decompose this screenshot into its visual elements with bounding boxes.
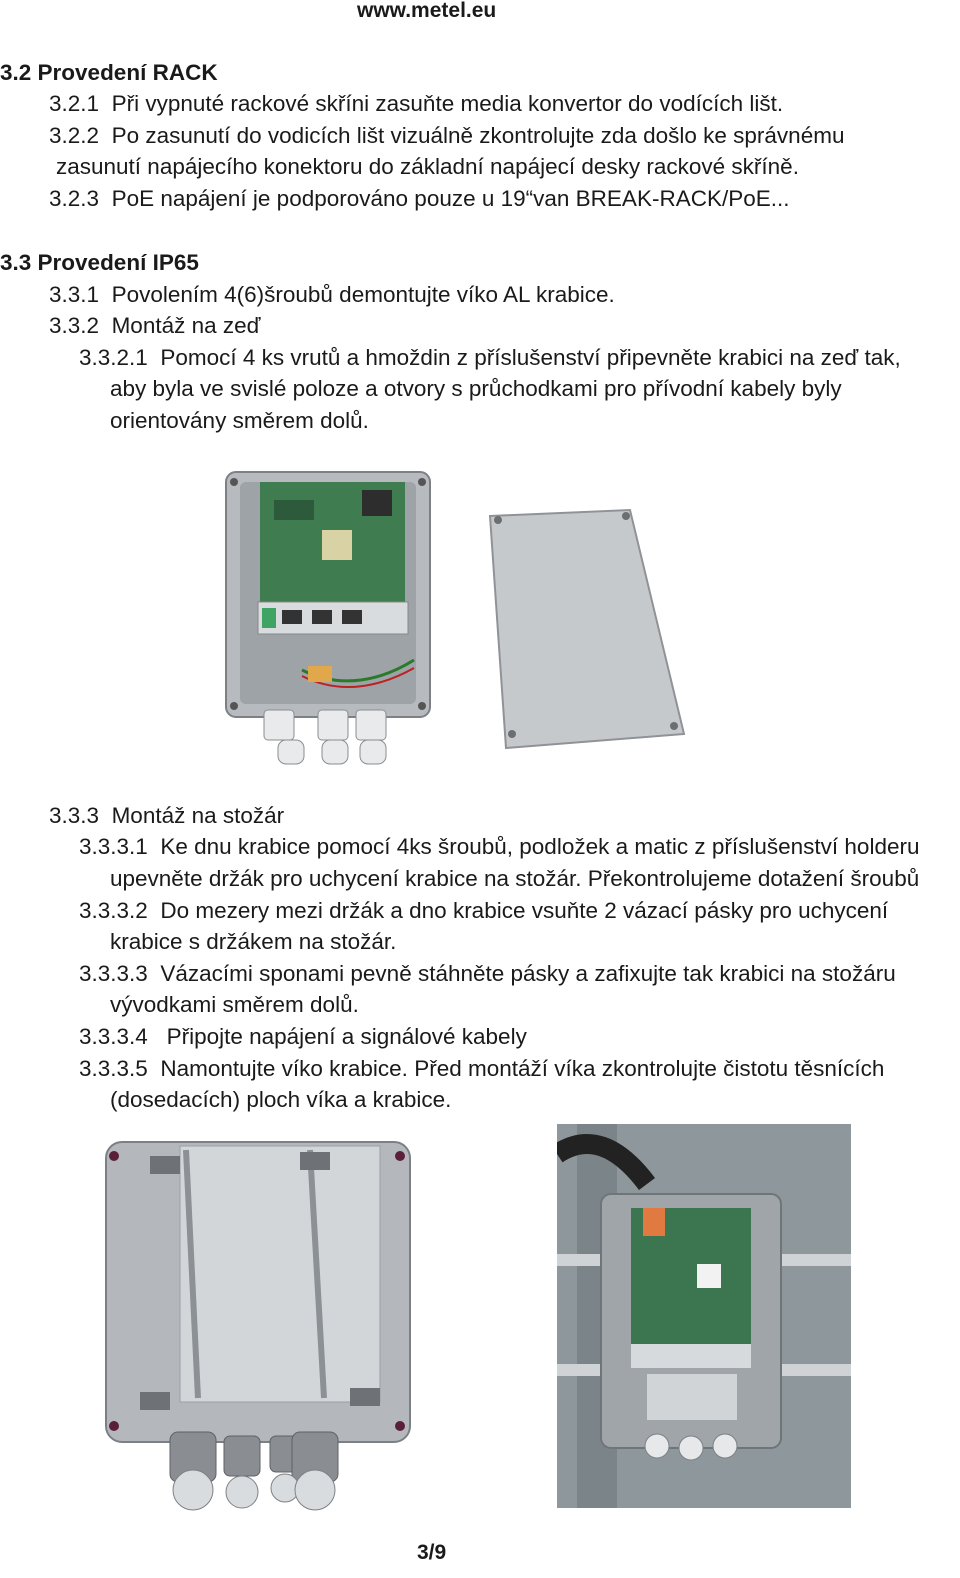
list-item	[79, 896, 888, 926]
item-number: 3.2.2	[49, 123, 100, 148]
item-continuation: vývodkami směrem dolů.	[110, 992, 359, 1017]
item-number: 3.2.3	[49, 186, 100, 211]
photo-open-box	[222, 470, 436, 770]
item-text: Vázacími sponami pevně stáhněte pásky a zafixujte tak krabici na stožáru	[160, 961, 896, 986]
item-text: Při vypnuté rackové skříni zasuňte media konvertor do vodících lišt.	[111, 91, 784, 116]
list-item	[79, 1054, 884, 1084]
item-text: Montáž na zeď	[111, 313, 261, 338]
item-number: 3.3.3	[49, 803, 100, 828]
photo-box-holder	[100, 1136, 430, 1520]
item-number: 3.3.1	[49, 282, 100, 307]
item-number: 3.3.3.2	[79, 898, 148, 923]
item-text: Připojte napájení a signálové kabely	[160, 1024, 527, 1049]
section-heading-rack: 3.2 Provedení RACK	[0, 60, 218, 85]
item-number: 3.2.1	[49, 91, 100, 116]
item-number: 3.3.3.5	[79, 1056, 148, 1081]
list-item	[79, 832, 919, 862]
item-text: Montáž na stožár	[111, 803, 285, 828]
list-item	[49, 184, 790, 214]
item-text: Namontujte víko krabice. Před montáží víka zkontrolujte čistotu těsnících	[160, 1056, 885, 1081]
list-item	[49, 801, 284, 831]
item-continuation: orientovány směrem dolů.	[110, 408, 369, 433]
item-text: Do mezery mezi držák a dno krabice vsuňte 2 vázací pásky pro uchycení	[160, 898, 889, 923]
item-text: Po zasunutí do vodicích lišt vizuálně zkontrolujte zda došlo ke správnému	[111, 123, 845, 148]
item-continuation: (dosedacích) ploch víka a krabice.	[110, 1087, 452, 1112]
item-text: Povolením 4(6)šroubů demontujte víko AL krabice.	[111, 282, 615, 307]
item-continuation: zasunutí napájecího konektoru do základní napájecí desky rackové skříně.	[56, 154, 799, 179]
photo-box-on-pole	[557, 1124, 851, 1508]
item-continuation: aby byla ve svislé poloze a otvory s průchodkami pro přívodní kabely byly	[110, 376, 842, 401]
item-number: 3.3.3.4	[79, 1024, 148, 1049]
item-number: 3.3.3.1	[79, 834, 148, 859]
item-text: PoE napájení je podporováno pouze u 19“van BREAK-RACK/PoE...	[111, 186, 790, 211]
item-text: Pomocí 4 ks vrutů a hmoždin z příslušenství připevněte krabici na zeď tak,	[160, 345, 901, 370]
list-item	[79, 959, 896, 989]
list-item	[49, 89, 783, 119]
list-item	[49, 280, 615, 310]
section-heading-ip65: 3.3 Provedení IP65	[0, 250, 199, 275]
photo-box-lid	[484, 508, 690, 752]
list-item	[79, 1022, 527, 1052]
list-item	[49, 311, 260, 341]
item-number: 3.3.2.1	[79, 345, 148, 370]
list-item	[49, 121, 844, 151]
list-item	[79, 343, 901, 373]
item-text: Ke dnu krabice pomocí 4ks šroubů, podložek a matic z příslušenství holderu	[160, 834, 920, 859]
item-number: 3.3.2	[49, 313, 100, 338]
site-url: www.metel.eu	[357, 0, 497, 22]
page-number: 3/9	[417, 1541, 447, 1564]
item-continuation: krabice s držákem na stožár.	[110, 929, 397, 954]
item-number: 3.3.3.3	[79, 961, 148, 986]
item-continuation: upevněte držák pro uchycení krabice na stožár. Překontrolujeme dotažení šroubů	[110, 866, 920, 891]
